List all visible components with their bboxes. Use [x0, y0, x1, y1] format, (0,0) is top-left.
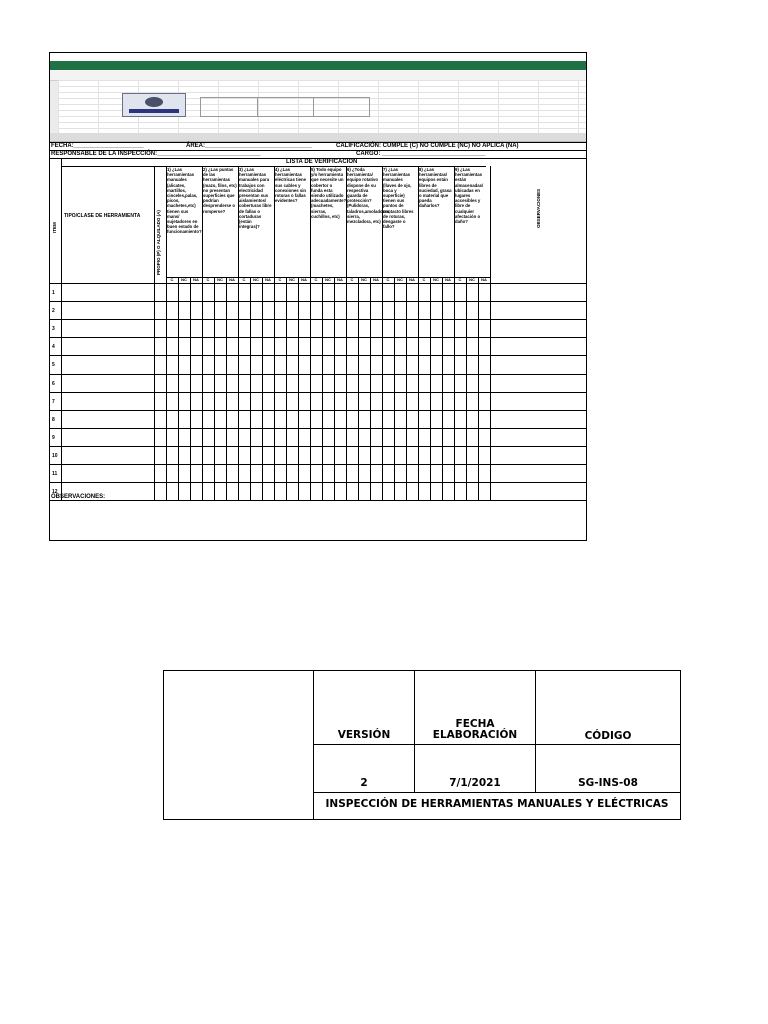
q9-nc-label: NC — [469, 277, 475, 282]
sub-col-line — [214, 277, 215, 500]
sub-col-line — [406, 277, 407, 500]
q3-na-label: NA — [265, 277, 271, 282]
row-line — [50, 319, 586, 320]
inspection-form-sheet — [49, 52, 587, 541]
item-row-number: 1 — [52, 290, 55, 296]
q8-na-label: NA — [445, 277, 451, 282]
q3-c-label: C — [242, 277, 246, 282]
q7-c-label: C — [386, 277, 390, 282]
question-9: 9) ¿Las herramientas están almacenadas/ ubicadas en lugares accesibles y libre de cualquier afectación o daño? — [455, 167, 484, 225]
q9-c-label: C — [458, 277, 462, 282]
row-line — [50, 428, 586, 429]
fecha-label-cell — [415, 671, 536, 745]
excel-mini-header-table — [200, 97, 370, 117]
version-value-cell — [314, 745, 415, 793]
q4-na-label: NA — [301, 277, 307, 282]
q6-na-label: NA — [373, 277, 379, 282]
item-row-number: 3 — [52, 326, 55, 333]
q2-c-label: C — [206, 277, 210, 282]
row-line — [50, 355, 586, 356]
codigo-label: CÓDIGO — [584, 730, 632, 742]
row-line — [50, 410, 586, 411]
q2-na-label: NA — [229, 277, 235, 282]
question-3: 3) ¿Las herramientas manuales para trabajos con electricidad presentan sus aislamientos/ coberturas libre de fallas o cortaduras (están íntegras)? — [239, 167, 272, 230]
q9-na-label: NA — [481, 277, 487, 282]
fecha-label-line2: ELABORACIÓN — [432, 729, 518, 741]
q8-nc-label: NC — [433, 277, 439, 282]
q6-nc-label: NC — [361, 277, 367, 282]
fecha-label-line1: FECHA — [455, 718, 495, 730]
q2-nc-label: NC — [217, 277, 223, 282]
propio-header: PROPIO (P) O ALQUILADO (A) — [156, 210, 161, 275]
item-row-number: 9 — [52, 434, 55, 441]
sub-col-line — [370, 277, 371, 500]
q5-na-label: NA — [337, 277, 343, 282]
item-row-number: 8 — [52, 416, 55, 423]
sub-col-line — [430, 277, 431, 500]
row-line — [50, 482, 586, 483]
item-row-number: 10 — [52, 452, 58, 459]
tipo-header: TIPO/CLASE DE HERRAMIENTA — [64, 213, 141, 219]
embedded-excel-screenshot — [50, 61, 586, 142]
fecha-field: FECHA:_____________________ — [51, 143, 144, 149]
document-info-box — [163, 670, 681, 820]
version-value: 2 — [360, 777, 368, 789]
excel-ribbon — [50, 61, 586, 70]
q5-c-label: C — [314, 277, 318, 282]
sub-col-line — [298, 277, 299, 500]
question-8: 8) ¿Las herramientas/ equipos están libres de suciedad, grasa o material que pueda dañarlos? — [419, 167, 452, 209]
sub-col-line — [358, 277, 359, 500]
document-title: INSPECCIÓN DE HERRAMIENTAS MANUALES Y ELÉCTRICAS — [325, 798, 669, 810]
q1-nc-label: NC — [181, 277, 187, 282]
item-row-number: 11 — [52, 471, 58, 477]
question-7: 7) ¿Las herramientas manuales (llaves de ojo, boca y superficie) tienen sus puntos de contacto libres de roturas, desgaste o fallo? — [383, 167, 414, 230]
row-line — [50, 301, 586, 302]
sub-col-line — [250, 277, 251, 500]
q4-nc-label: NC — [289, 277, 295, 282]
row-line — [50, 374, 586, 375]
codigo-label-cell — [536, 671, 680, 745]
q8-c-label: C — [422, 277, 426, 282]
question-col-line — [490, 166, 491, 500]
lista-verificacion-title: LISTA DE VERIFICACION — [286, 159, 358, 165]
item-row-number: 5 — [52, 362, 55, 369]
row-line — [50, 446, 586, 447]
area-field: ÁREA:________________________________ — [186, 143, 312, 149]
row-line — [50, 337, 586, 338]
row-line — [50, 464, 586, 465]
observaciones-header: OBSERVACIONES — [536, 188, 541, 228]
logo-cell — [164, 671, 314, 819]
sub-col-line — [322, 277, 323, 500]
row-line — [50, 392, 586, 393]
sub-col-line — [442, 277, 443, 500]
calificacion-legend: CALIFICACIÓN: CUMPLE (C) NO CUMPLE (NC) NO APLICA (NA) — [336, 143, 519, 149]
item-row-number: 2 — [52, 308, 55, 315]
company-logo — [122, 93, 186, 117]
q3-nc-label: NC — [253, 277, 259, 282]
observaciones-footer: OBSERVACIONES: — [51, 494, 106, 500]
item-row-number: 7 — [52, 398, 55, 405]
excel-status-bar — [50, 133, 586, 141]
document-title-cell — [314, 793, 680, 819]
codigo-value-cell — [536, 745, 680, 793]
sub-col-line — [394, 277, 395, 500]
q1-c-label: C — [170, 277, 174, 282]
question-6: 6) ¿Toda herramienta/ equipo rotativo dispone de su respectiva guarda de protección? (Pulidoras, taladros,amoladores, sierra, mezcladora, etc) — [347, 167, 391, 225]
sub-col-line — [190, 277, 191, 500]
version-label: VERSIÓN — [337, 729, 391, 741]
tipo-col-line — [154, 166, 155, 500]
q4-c-label: C — [278, 277, 282, 282]
item-row-number: 6 — [52, 380, 55, 387]
q1-na-label: NA — [193, 277, 199, 282]
responsable-field: RESPONSABLE DE LA INSPECCIÓN:_______________________________ — [51, 151, 261, 157]
question-4: 4) ¿Las herramientas eléctricas tiene sus cables y conexiones sin roturas o fallas evidentes? — [275, 167, 307, 204]
item-col-line — [61, 158, 62, 500]
q6-c-label: C — [350, 277, 354, 282]
q7-na-label: NA — [409, 277, 415, 282]
fecha-value: 7/1/2021 — [449, 777, 501, 789]
sub-col-line — [226, 277, 227, 500]
sub-col-line — [478, 277, 479, 500]
row-line — [50, 500, 586, 501]
obs-col-line — [586, 166, 587, 500]
question-5: 5) Todo equipo y/o herramienta que necesite un cobertor o funda esta siendo utilizado adecuadamente? (machetes, sierras, cuchillos, etc) — [311, 167, 347, 219]
item-header: ITEM — [52, 222, 57, 233]
cargo-field: CARGO: _______________________________ — [356, 151, 486, 157]
item-row-number: 4 — [52, 344, 55, 351]
question-1: 1) ¿Las herramientas manuales (alicates, martillos, cinceles,palas, picos, machetes,etc) tienen sus mans/ sujetadores en buen estado de funcionamiento? — [167, 167, 202, 235]
sub-col-line — [466, 277, 467, 500]
cnc-row-line — [50, 283, 586, 284]
sub-col-line — [262, 277, 263, 500]
codigo-value: SG-INS-08 — [578, 777, 638, 789]
q5-nc-label: NC — [325, 277, 331, 282]
fecha-value-cell — [415, 745, 536, 793]
version-label-cell — [314, 671, 415, 745]
question-2: 2) ¿Las puntas de las herramientas (mazo, filos, etc) no presentan superficies que podrían desprenderse o romperse? — [203, 167, 237, 214]
sub-col-line — [334, 277, 335, 500]
sub-col-line — [178, 277, 179, 500]
q7-nc-label: NC — [397, 277, 403, 282]
item-row-number: 12 — [52, 489, 58, 496]
sub-col-line — [286, 277, 287, 500]
